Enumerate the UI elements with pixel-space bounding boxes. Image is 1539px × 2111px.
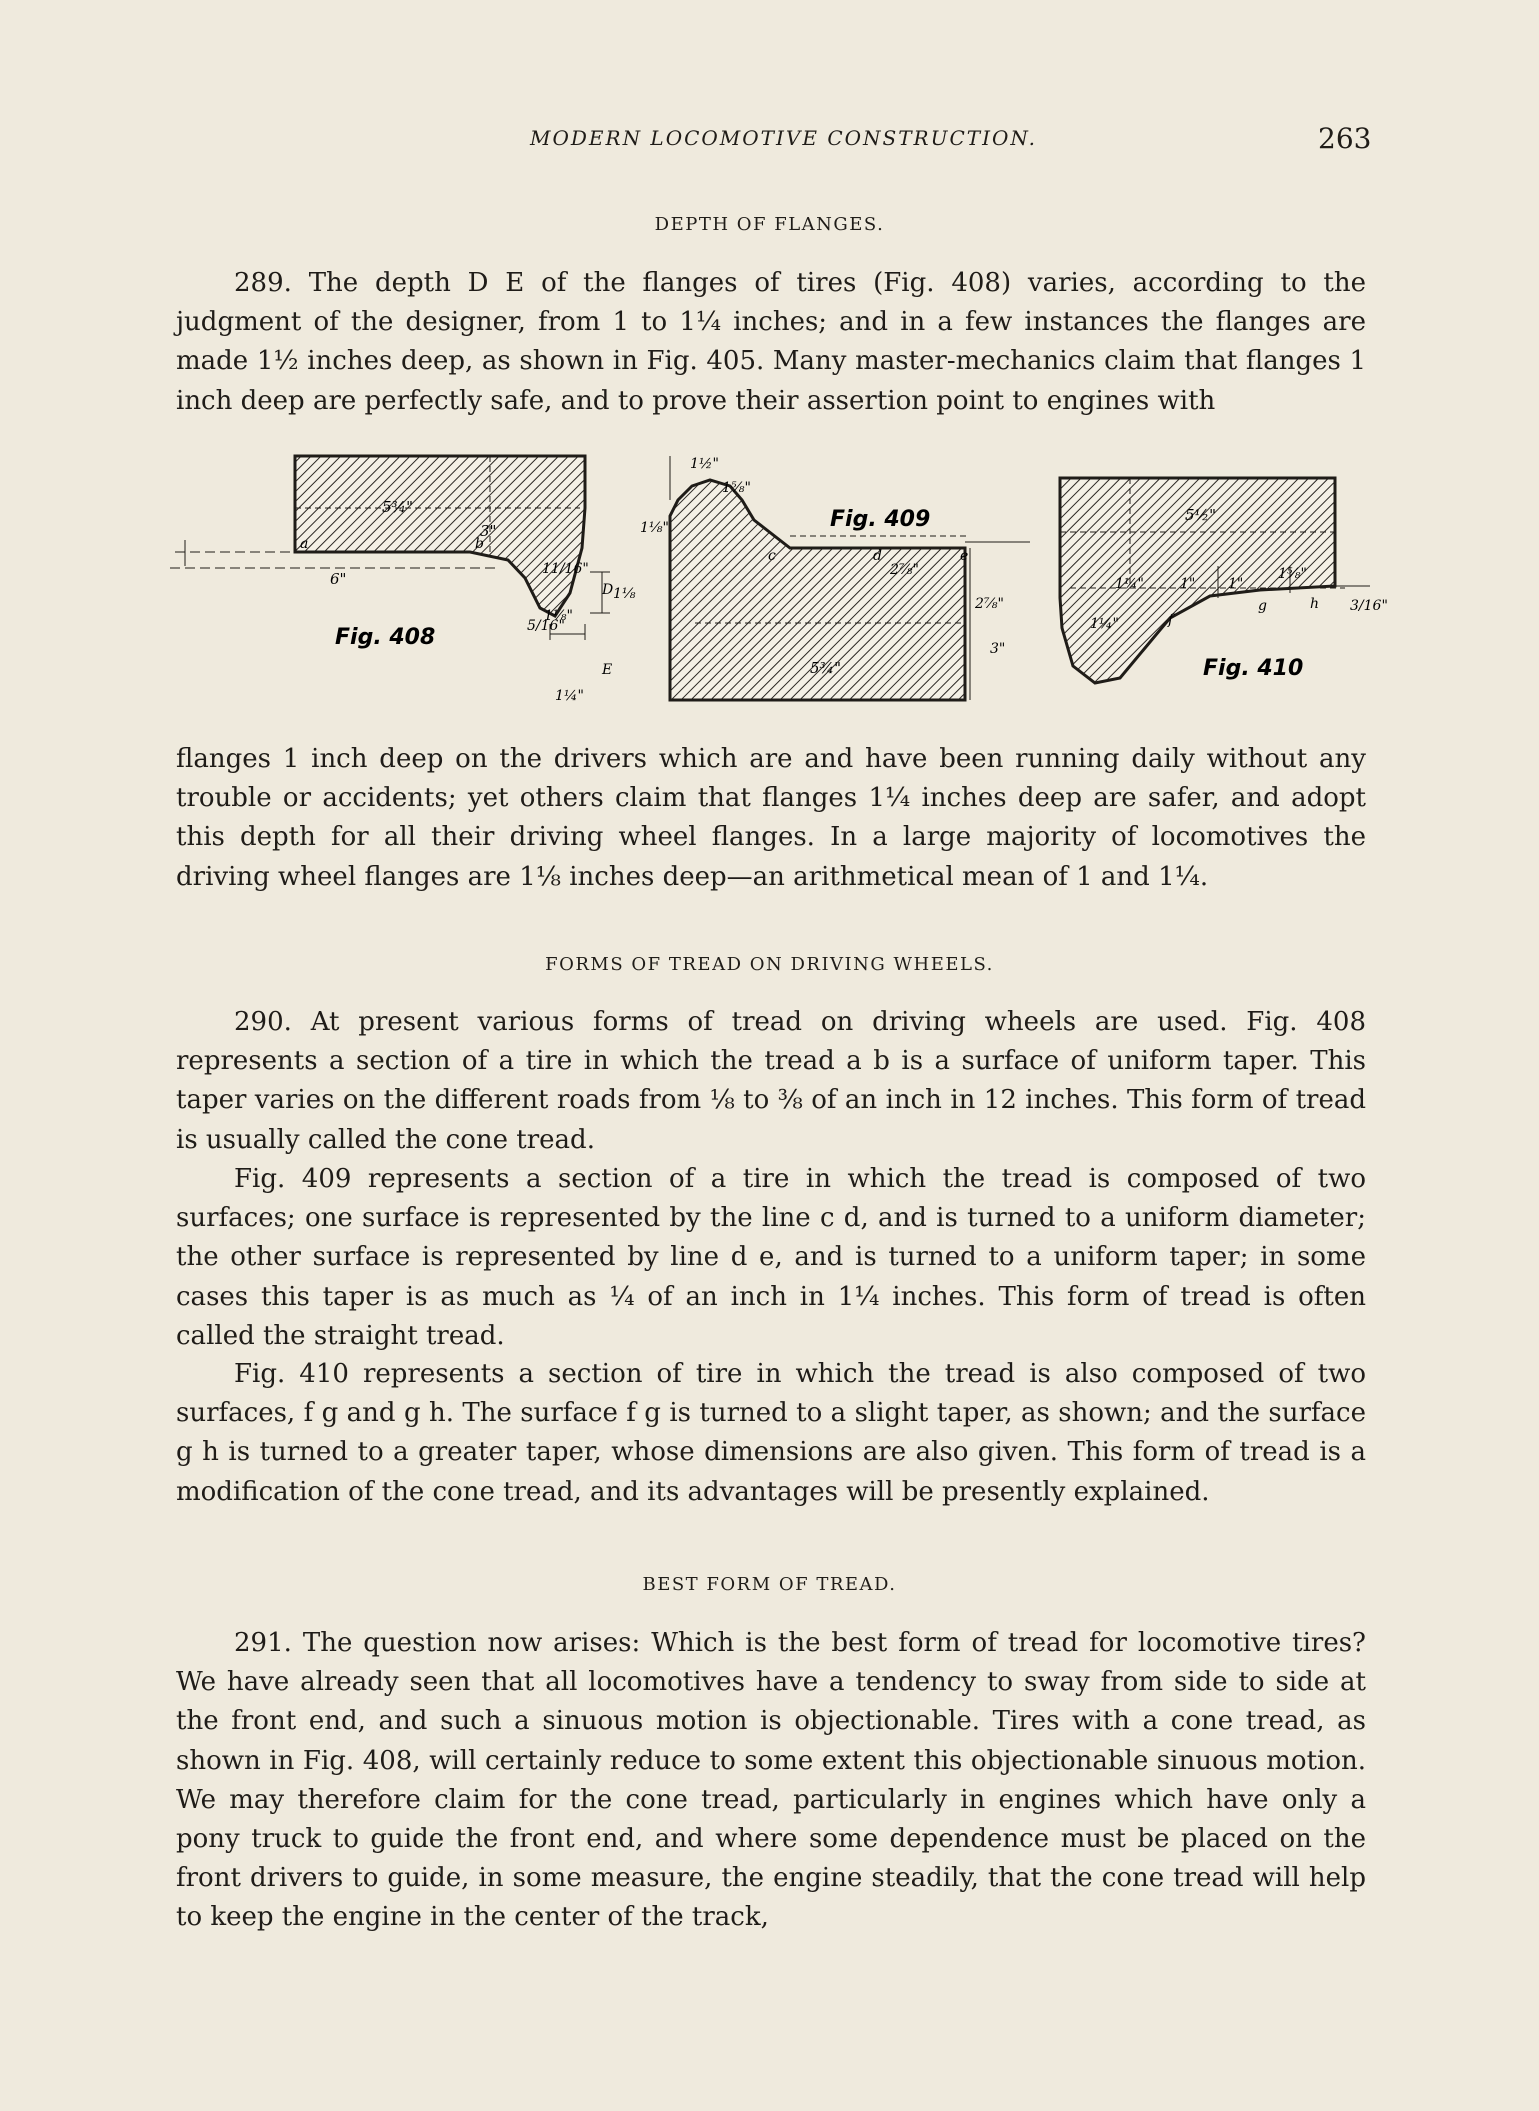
- section-heading-depth-of-flanges: DEPTH OF FLANGES.: [654, 214, 885, 235]
- paragraph-fig-409: Fig. 409 represents a section of a tire in which the tread is composed of two surfaces; one surface is represented by the line c d, and is turned to a uniform diameter; the other surface is represented by line d e, and is turned to a uniform taper; in some cases this taper is as much as ¼ of an inch in 1¼ inches. This form of tread is often called the straight tread.: [176, 1164, 1366, 1351]
- fig408-caption: Fig. 408: [335, 625, 436, 650]
- fig410-letter-g: g: [1258, 598, 1267, 614]
- fig410-dim-d4: 1⅝": [1278, 566, 1307, 582]
- fig409-letter-c: c: [768, 548, 776, 564]
- fig410-dim-d2: 1": [1180, 576, 1196, 592]
- fig409-dim-cd: 2⅞": [890, 562, 919, 578]
- fig408-dim-bottom: 1¼": [555, 688, 584, 704]
- fig408-letter-b: b: [475, 536, 484, 552]
- paragraph-289-part2: flanges 1 inch deep on the drivers which are and have been running daily without any trouble or accidents; yet others claim that flanges 1¼ inches deep are safer, and adopt this depth for all their driving wheel flanges. In a large majority of locomotives the driving wheel flanges are 1⅛ inches deep—an arithmetical mean of 1 and 1¼.: [176, 744, 1366, 892]
- paragraph-291: 291. The question now arises: Which is the best form of tread for locomotive tires? We have already seen that all locomotives have a tendency to sway from side to side at the front end, and such a sinuous motion is objectionable. Tires with a cone tread, as shown in Fig. 408, will certainly reduce to some extent this objectionable sinuous motion. We may therefore claim for the cone tread, particularly in engines which have only a pony truck to guide the front end, and where some dependence must be placed on the front drivers to guide, in some measure, the engine steadily, that the cone tread will help to keep the engine in the center of the track,: [176, 1628, 1366, 1933]
- fig408-dim-top-right: 11/16": [542, 561, 589, 577]
- fig408-dim-width: 5¾": [382, 498, 413, 516]
- fig409-caption: Fig. 409: [830, 507, 931, 532]
- fig408-tire-section: [295, 456, 585, 616]
- fig408-letter-a: a: [300, 536, 309, 552]
- fig410-caption: Fig. 410: [1203, 656, 1304, 681]
- paragraph-290: 290. At present various forms of tread on driving wheels are used. Fig. 408 represents a section of a tire in which the tread a b is a surface of uniform taper. This taper varies on the different roads from ⅛ to ⅜ of an inch in 12 inches. This form of tread is usually called the cone tread.: [176, 1007, 1366, 1155]
- running-head: [0, 122, 1539, 162]
- section-heading-forms-of-tread: FORMS OF TREAD ON DRIVING WHEELS.: [545, 954, 994, 975]
- fig408-letter-E: E: [602, 662, 613, 678]
- fig408-dim-depth: 3": [480, 522, 497, 540]
- fig410-dim-d1: 1¼": [1115, 576, 1144, 592]
- figures-408-409-410: [170, 448, 1400, 728]
- paragraph-289-part1: 289. The depth D E of the flanges of tires (Fig. 408) varies, according to the judgment of the designer, from 1 to 1¼ inches; and in a few instances the flanges are made 1½ inches deep, as shown in Fig. 405. Many master-mechanics claim that flanges 1 inch deep are perfectly safe, and to prove their assertion point to engines with: [176, 268, 1366, 416]
- fig409-dim-right: 3": [990, 641, 1006, 657]
- fig409-letter-e: e: [960, 548, 969, 564]
- fig410-dim-d6: 3/16": [1350, 598, 1388, 614]
- fig410-dim-d3: 1": [1228, 576, 1244, 592]
- fig410-letter-f: f: [1168, 612, 1174, 628]
- fig408-dim-flange: 1⅛": [544, 608, 573, 624]
- page-number: 263: [1318, 122, 1372, 155]
- fig409-dim-side: 1⅛": [640, 520, 669, 536]
- figure-408: [170, 456, 636, 704]
- fig409-dim-base: 5¾": [810, 659, 841, 677]
- fig410-letter-h: h: [1310, 596, 1320, 612]
- fig408-dim-small: 5/16": [527, 618, 565, 634]
- running-title: MODERN LOCOMOTIVE CONSTRUCTION.: [530, 126, 1037, 150]
- fig408-dim-a: 6": [330, 570, 347, 588]
- section-heading-best-form: BEST FORM OF TREAD.: [642, 1574, 897, 1595]
- fig409-dim-top1: 1½": [690, 456, 719, 472]
- fig408-dim-base: 1⅛: [613, 586, 636, 602]
- fig408-letter-D: D: [602, 582, 614, 598]
- figure-409: [640, 456, 1030, 700]
- fig409-letter-d: d: [873, 548, 882, 564]
- fig409-dim-height: 2⅞": [975, 596, 1004, 612]
- fig410-dim-width: 5½": [1185, 506, 1216, 524]
- fig410-dim-d5: 1¼": [1090, 616, 1119, 632]
- fig409-dim-top2: 1⅝": [722, 480, 751, 496]
- figure-410: [1060, 478, 1388, 683]
- paragraph-fig-410: Fig. 410 represents a section of tire in which the tread is also composed of two surfaces, f g and g h. The surface f g is turned to a slight taper, as shown; and the surface g h is turned to a greater taper, whose dimensions are also given. This form of tread is a modification of the cone tread, and its advantages will be presently explained.: [176, 1359, 1366, 1507]
